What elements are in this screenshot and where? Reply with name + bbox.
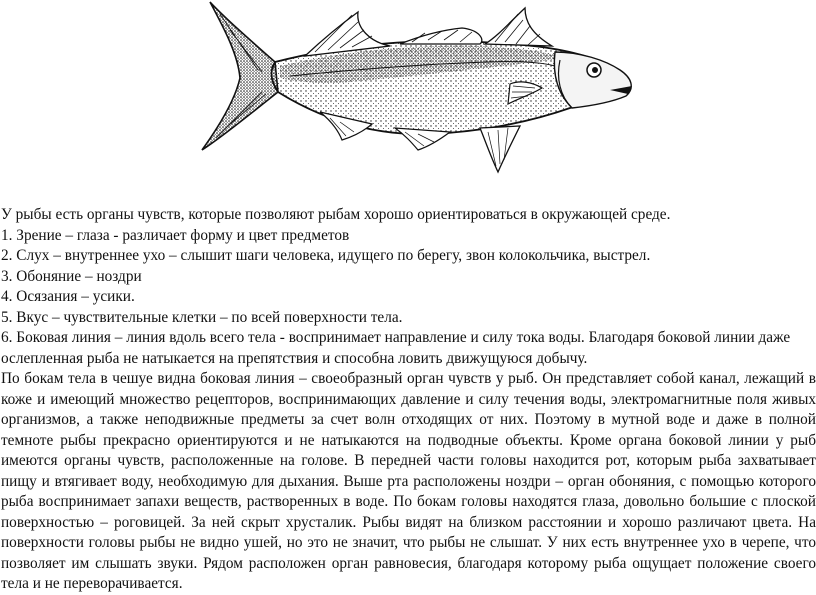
- tail-fin: [202, 2, 278, 150]
- lateral-line-paragraph: По бокам тела в чешуе видна боковая линия – своеобразный орган чувств у рыб. Он представляет собой канал, лежащий в коже и имеющий множество рецепторов, воспринимающих давление и силу течения воды, электромагнитные поля живых организмов, а также неподвижные предметы за счет волн отходящих от них. Поэтому в мутной воде и даже в полной темноте рыбы прекрасно ориентируются и не натыкаются на подводные объекты. Кроме органа боковой линии у рыб имеются органы чувств, расположенные на голове. В передней части головы находится рот, которым рыба захватывает пищу и втягивает воду, необходимую для дыхания. Выше рта расположены ноздри – орган обоняния, с помощью которого рыба воспринимает запахи веществ, растворенных в воде. По бокам головы находятся глаза, довольно большие с плоской поверхностью – роговицей. За ней скрыт хрусталик. Рыбы видят на близком расстоянии и хорошо различают цвета. На поверхности головы рыбы не видно ушей, но это не значит, что рыбы не слышат. У них есть внутреннее ухо в черепе, что позволяет им слышать звуки. Рядом расположен орган равновесия, благодаря которому рыба ощущает положение своего тела и не переворачивается.: [1, 370, 816, 592]
- intro-text: У рыбы есть органы чувств, которые позволяют рыбам хорошо ориентироваться в окружающей среде.: [1, 206, 671, 223]
- sense-item: 1. Зрение – глаза - различает форму и цвет предметов: [1, 226, 350, 244]
- fish-head: [554, 52, 632, 108]
- sense-item: 3. Обоняние – ноздри: [1, 267, 142, 285]
- document-text: [1, 205, 816, 595]
- sense-item: 6. Боковая линия – линия вдоль всего тела - воспринимает направление и силу тока воды. Благодаря боковой линии даже ослепленная рыба не натыкается на препятствия и способна ловить движущуюся добычу.: [1, 329, 791, 367]
- sense-item: 2. Слух – внутреннее ухо – слышит шаги человека, идущего по берегу, звон колокольчика, выстрел.: [1, 247, 651, 264]
- fish-illustration: [180, 0, 660, 182]
- sense-item: 4. Осязания – усики.: [1, 288, 135, 305]
- sense-item: 5. Вкус – чувствительные клетки – по всей поверхности тела.: [1, 308, 403, 326]
